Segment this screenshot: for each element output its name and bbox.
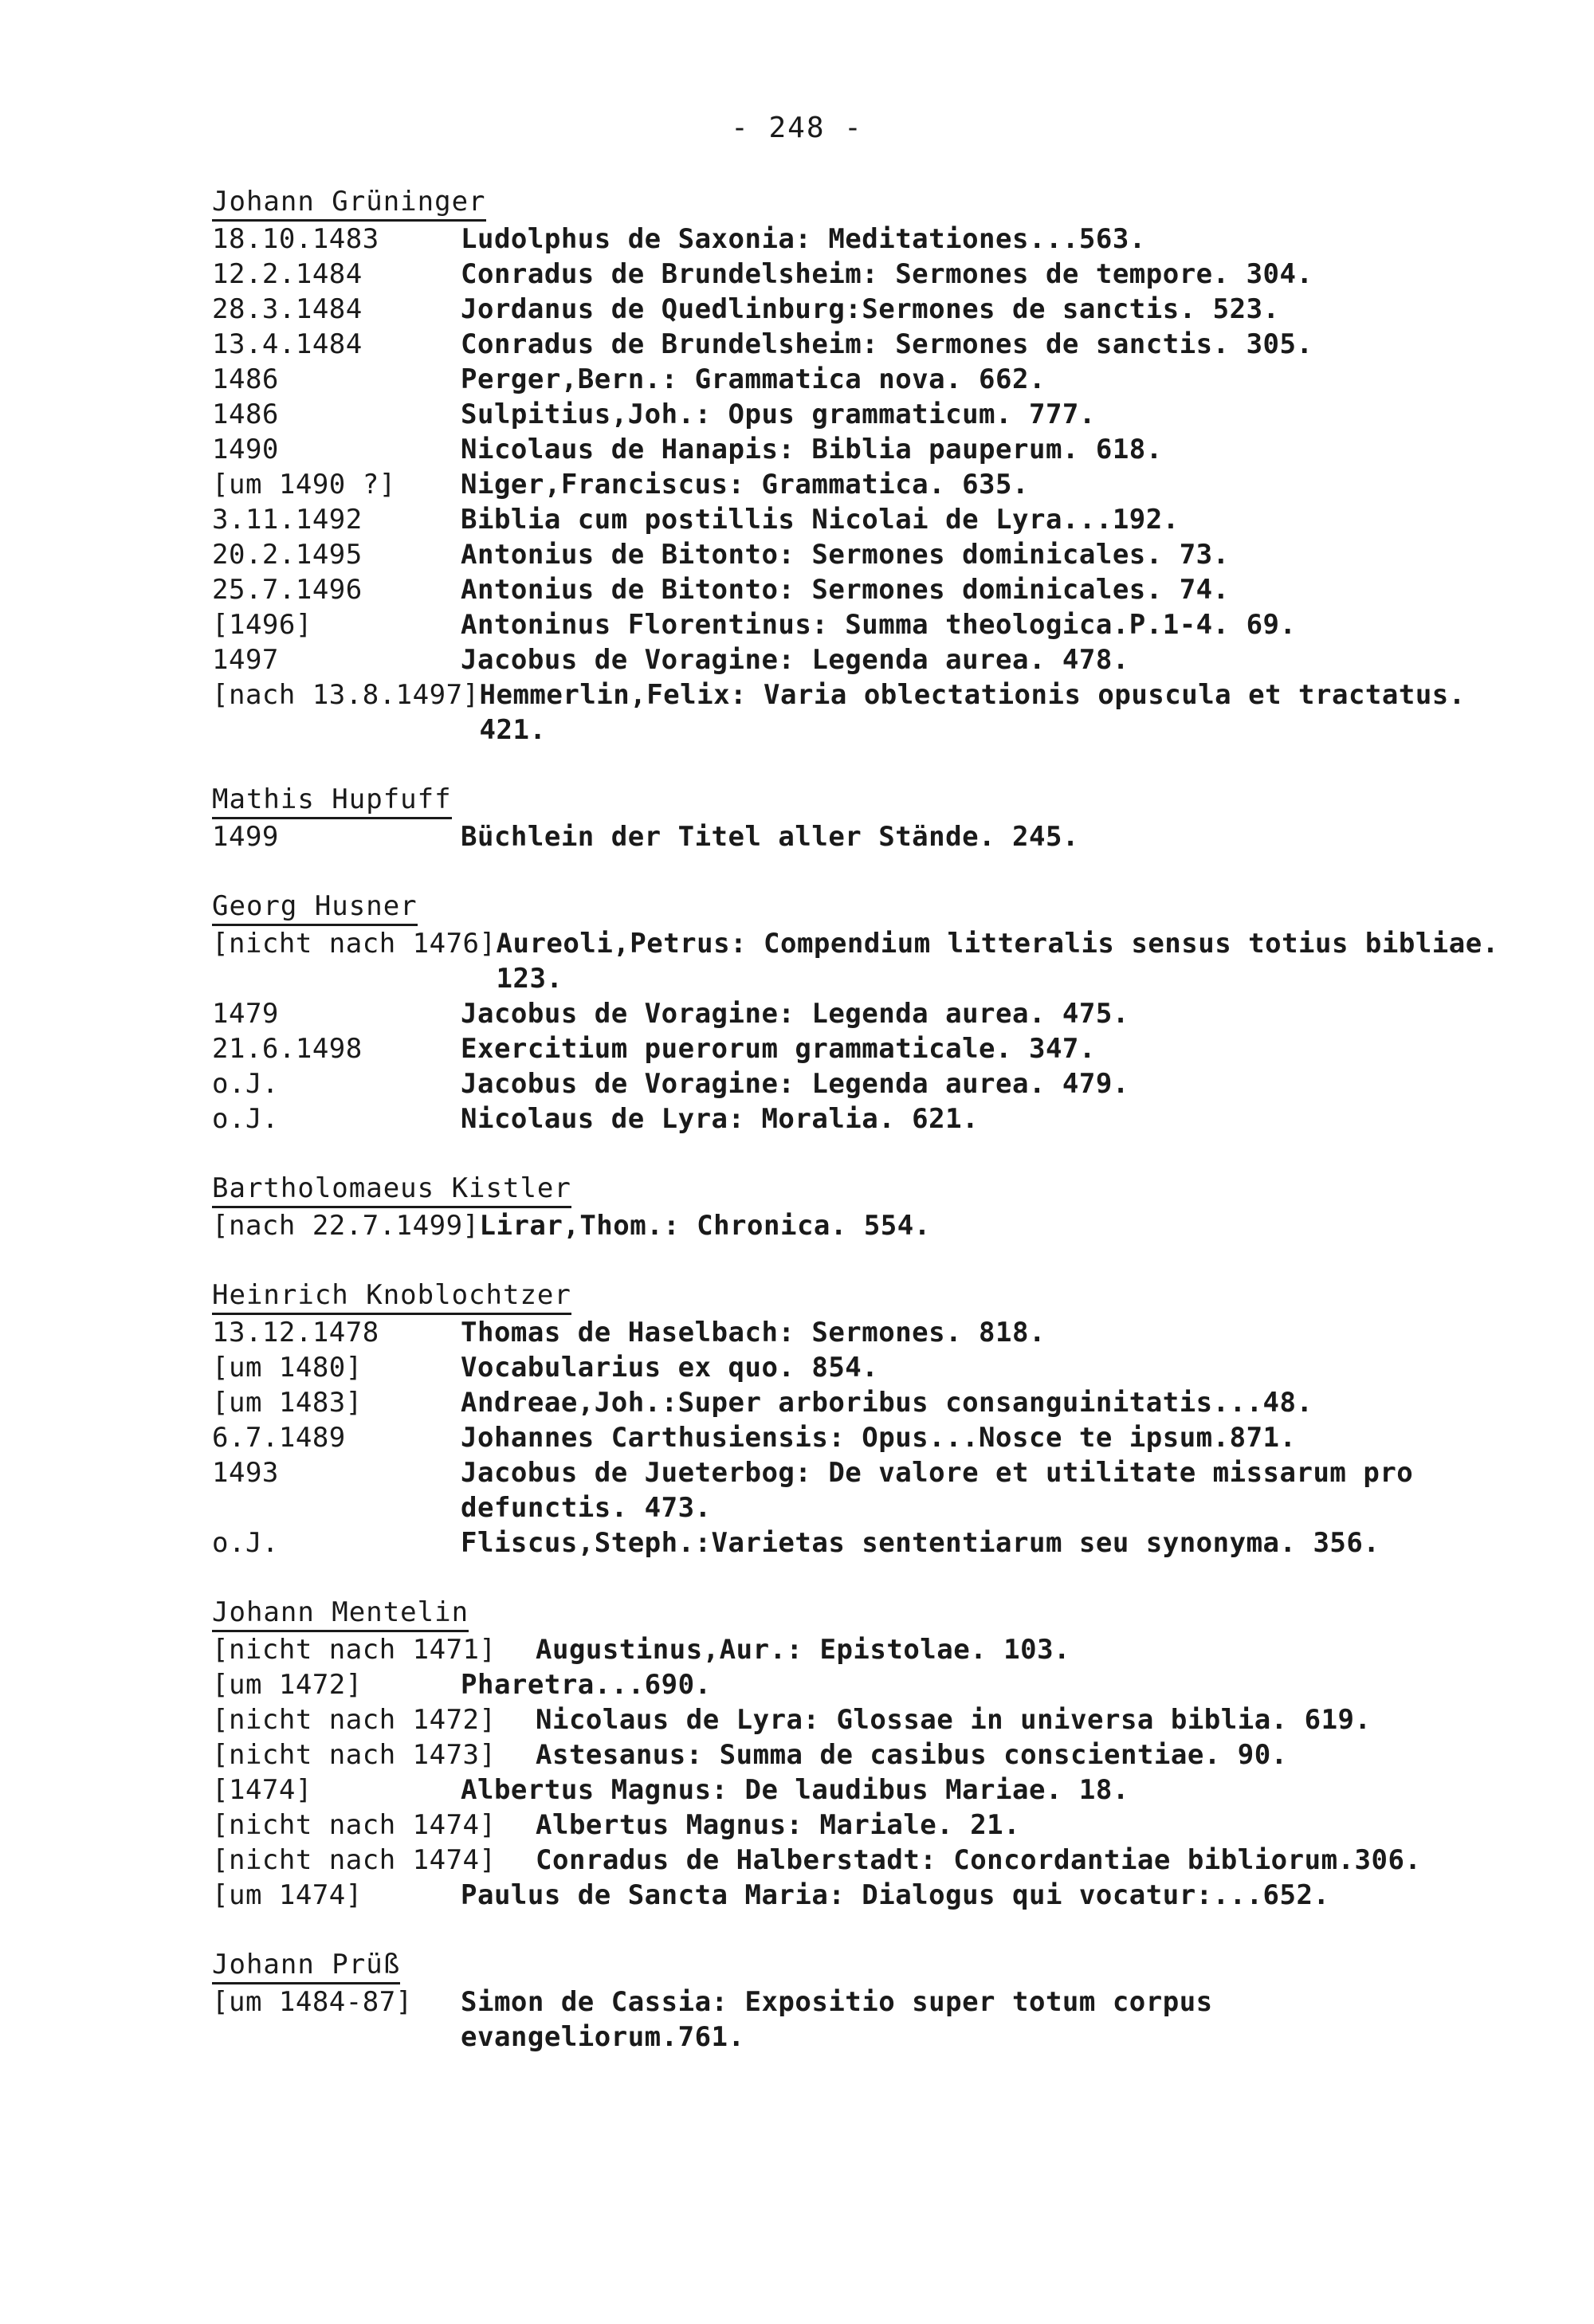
entry-date: [nicht nach 1472] <box>212 1704 497 1736</box>
entry-title: Niger,Franciscus: Grammatica. 635. <box>461 469 1029 501</box>
entry-row <box>212 677 1503 748</box>
entry-date: [um 1474] <box>212 1879 363 1911</box>
entry-date: 21.6.1498 <box>212 1033 363 1065</box>
entry-row <box>212 1737 1503 1772</box>
entry-title: Augustinus,Aur.: Epistolae. 103. <box>536 1634 1071 1666</box>
entry-date: 20.2.1495 <box>212 539 363 571</box>
entry-title: Thomas de Haselbach: Sermones. 818. <box>461 1317 1046 1348</box>
entry-title: Büchlein der Titel aller Stände. 245. <box>461 821 1079 853</box>
entry-title: Andreae,Joh.:Super arboribus consanguinitatis...48. <box>461 1387 1313 1419</box>
printer-name: Johann Mentelin <box>212 1596 469 1632</box>
entry-date: [nicht nach 1474] <box>212 1844 497 1876</box>
entry-title: Astesanus: Summa de casibus conscientiae. 90. <box>536 1739 1288 1771</box>
entry-row <box>212 467 1503 502</box>
entry-date: [um 1484-87] <box>212 1986 413 2018</box>
entry-row <box>212 1455 1503 1525</box>
entry-date: 25.7.1496 <box>212 574 363 606</box>
entry-date: 13.4.1484 <box>212 328 363 360</box>
entry-title: Exercitium puerorum grammaticale. 347. <box>461 1033 1096 1065</box>
entry-date: [um 1483] <box>212 1387 363 1419</box>
entry-title: Perger,Bern.: Grammatica nova. 662. <box>461 363 1046 395</box>
entry-date: [nicht nach 1473] <box>212 1739 497 1771</box>
bibliography-list <box>212 185 1516 2090</box>
entry-row <box>212 292 1503 327</box>
entry-title: Conradus de Brundelsheim: Sermones de tempore. 304. <box>461 258 1313 290</box>
entry-row <box>212 996 1503 1031</box>
printer-section <box>212 1948 1503 2055</box>
entry-row <box>212 926 1516 996</box>
entry-title: Nicolaus de Hanapis: Biblia pauperum. 618. <box>461 434 1163 465</box>
entry-title: Vocabularius ex quo. 854. <box>461 1352 879 1384</box>
entry-title: Ludolphus de Saxonia: Meditationes...563. <box>461 223 1146 255</box>
entry-row <box>212 257 1503 292</box>
printer-section <box>212 1596 1503 1913</box>
entry-date: [1474] <box>212 1774 312 1806</box>
entry-date: [nach 13.8.1497] <box>212 679 480 711</box>
entry-date: 1499 <box>212 821 279 853</box>
entry-row <box>212 1208 1503 1243</box>
printer-name: Johann Prüß <box>212 1948 400 1984</box>
entry-date: o.J. <box>212 1103 279 1135</box>
entry-row <box>212 397 1503 432</box>
entry-date: 3.11.1492 <box>212 504 363 536</box>
printer-section <box>212 1278 1503 1560</box>
entry-title: Simon de Cassia: Expositio super totum corpus evangeliorum.761. <box>461 1986 1230 2053</box>
entry-row <box>212 642 1503 677</box>
entry-title: Aureoli,Petrus: Compendium litteralis sensus totius bibliae. 123. <box>496 928 1516 995</box>
entry-date: 12.2.1484 <box>212 258 363 290</box>
entry-date: [nicht nach 1471] <box>212 1634 497 1666</box>
entry-row <box>212 1772 1503 1808</box>
entry-date: [1496] <box>212 609 312 641</box>
entry-date: 18.10.1483 <box>212 223 379 255</box>
entry-row <box>212 1878 1503 1913</box>
entry-date: 1479 <box>212 998 279 1030</box>
entry-date: [nicht nach 1476] <box>212 928 497 960</box>
entry-row <box>212 1808 1503 1843</box>
entry-date: o.J. <box>212 1068 279 1100</box>
entry-title: Johannes Carthusiensis: Opus...Nosce te ipsum.871. <box>461 1422 1297 1454</box>
entry-row <box>212 502 1503 537</box>
entry-row <box>212 1031 1503 1066</box>
entry-title: Pharetra...690. <box>461 1669 712 1701</box>
entry-row <box>212 819 1503 854</box>
printer-name: Johann Grüninger <box>212 185 486 222</box>
entry-title: Conradus de Brundelsheim: Sermones de sanctis. 305. <box>461 328 1313 360</box>
entry-row <box>212 607 1503 642</box>
entry-row <box>212 222 1503 257</box>
entry-row <box>212 1101 1503 1136</box>
entry-title: Antonius de Bitonto: Sermones dominicales. 73. <box>461 539 1230 571</box>
entry-date: [um 1472] <box>212 1669 363 1701</box>
entry-date: [um 1490 ?] <box>212 469 396 501</box>
entry-date: 13.12.1478 <box>212 1317 379 1348</box>
entry-row <box>212 572 1503 607</box>
entry-title: Antonius de Bitonto: Sermones dominicales. 74. <box>461 574 1230 606</box>
entry-row <box>212 537 1503 572</box>
entry-date: [um 1480] <box>212 1352 363 1384</box>
entry-row <box>212 432 1503 467</box>
entry-title: Jacobus de Voragine: Legenda aurea. 478. <box>461 644 1129 676</box>
entry-date: [nicht nach 1474] <box>212 1809 497 1841</box>
entry-date: 1497 <box>212 644 279 676</box>
entry-row <box>212 327 1503 362</box>
printer-name: Heinrich Knoblochtzer <box>212 1278 571 1315</box>
printer-name: Bartholomaeus Kistler <box>212 1172 571 1208</box>
entry-title: Paulus de Sancta Maria: Dialogus qui vocatur:...652. <box>461 1879 1330 1911</box>
entry-row <box>212 1315 1503 1350</box>
entry-date: o.J. <box>212 1527 279 1559</box>
printer-name: Mathis Hupfuff <box>212 783 452 819</box>
entry-date: 28.3.1484 <box>212 293 363 325</box>
entry-title: Lirar,Thom.: Chronica. 554. <box>479 1210 931 1242</box>
printer-section <box>212 185 1503 748</box>
entry-title: Jacobus de Voragine: Legenda aurea. 475. <box>461 998 1129 1030</box>
entry-date: 1486 <box>212 363 279 395</box>
entry-row <box>212 1667 1503 1702</box>
entry-row <box>212 1420 1503 1455</box>
page-number: - 248 - <box>731 112 863 144</box>
entry-title: Antoninus Florentinus: Summa theologica.P.1-4. 69. <box>461 609 1297 641</box>
entry-row <box>212 1984 1503 2055</box>
entry-row <box>212 1702 1503 1737</box>
entry-title: Jacobus de Voragine: Legenda aurea. 479. <box>461 1068 1129 1100</box>
entry-row <box>212 1632 1503 1667</box>
entry-title: Albertus Magnus: De laudibus Mariae. 18. <box>461 1774 1129 1806</box>
entry-row <box>212 1350 1503 1385</box>
entry-title: Jordanus de Quedlinburg:Sermones de sanctis. 523. <box>461 293 1280 325</box>
entry-title: Sulpitius,Joh.: Opus grammaticum. 777. <box>461 398 1096 430</box>
entry-date: 6.7.1489 <box>212 1422 346 1454</box>
entry-date: 1493 <box>212 1457 279 1489</box>
entry-date: 1486 <box>212 398 279 430</box>
printer-section <box>212 889 1516 1136</box>
entry-title: Hemmerlin,Felix: Varia oblectationis opuscula et tractatus. 421. <box>479 679 1482 746</box>
entry-title: Biblia cum postillis Nicolai de Lyra...192. <box>461 504 1180 536</box>
entry-date: 1490 <box>212 434 279 465</box>
entry-date: [nach 22.7.1499] <box>212 1210 480 1242</box>
printer-section <box>212 783 1503 854</box>
entry-row <box>212 1066 1503 1101</box>
entry-title: Albertus Magnus: Mariale. 21. <box>536 1809 1021 1841</box>
entry-title: Nicolaus de Lyra: Glossae in universa biblia. 619. <box>536 1704 1372 1736</box>
entry-row <box>212 1843 1503 1878</box>
printer-name: Georg Husner <box>212 889 418 926</box>
entry-title: Nicolaus de Lyra: Moralia. 621. <box>461 1103 980 1135</box>
entry-row <box>212 1385 1503 1420</box>
entry-row <box>212 1525 1503 1560</box>
entry-title: Conradus de Halberstadt: Concordantiae bibliorum.306. <box>536 1844 1422 1876</box>
entry-title: Jacobus de Jueterbog: De valore et utilitate missarum pro defunctis. 473. <box>461 1457 1431 1524</box>
entry-title: Fliscus,Steph.:Varietas sententiarum seu synonyma. 356. <box>461 1527 1380 1559</box>
entry-row <box>212 362 1503 397</box>
printer-section <box>212 1172 1503 1243</box>
